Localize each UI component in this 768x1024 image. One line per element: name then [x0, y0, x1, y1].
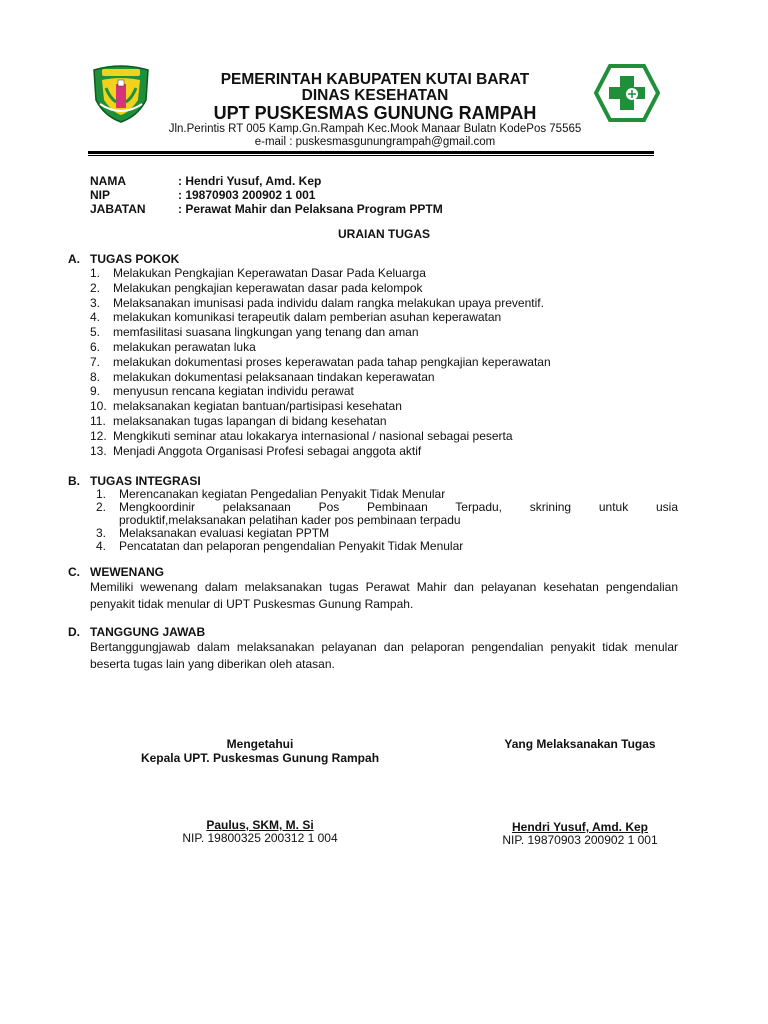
list-item-text: memfasilitasi suasana lingkungan yang tenang dan aman	[113, 325, 419, 340]
list-item: 3. Melaksanakan imunisasi pada individu dalam rangka melakukan upaya preventif.	[90, 295, 544, 310]
list-item: 9. menyusun rencana kegiatan individu perawat	[90, 384, 354, 399]
list-item-text: Mengkoordinir pelaksanaan Pos Pembinaan Terpadu, skrining untuk usia	[119, 500, 678, 514]
list-item: 10. melaksanakan kegiatan bantuan/partisipasi kesehatan	[90, 399, 402, 414]
signatory-name: Hendri Yusuf, Amd. Kep	[511, 820, 649, 834]
section-letter: D.	[68, 625, 80, 639]
list-item-text: Melakukan pengkajian keperawatan dasar pada kelompok	[113, 280, 423, 295]
section-letter: A.	[68, 252, 80, 266]
list-item: 12. Mengkikuti seminar atau lokakarya internasional / nasional sebagai peserta	[90, 428, 513, 443]
employee-value: : Hendri Yusuf, Amd. Kep	[178, 174, 322, 188]
employee-label: NIP	[90, 188, 111, 202]
section-a-heading	[68, 252, 179, 266]
list-item: 11. melaksanakan tugas lapangan di bidang kesehatan	[90, 413, 387, 428]
list-item: 1. Merencanakan kegiatan Pengedalian Penyakit Tidak Menular	[96, 487, 446, 501]
employee-value: : Perawat Mahir dan Pelaksana Program PPTM	[178, 202, 443, 216]
employee-row-name	[90, 174, 321, 188]
list-item: 8. melakukan dokumentasi pelaksanaan tindakan keperawatan	[90, 369, 435, 384]
list-item: 3. Melaksanakan evaluasi kegiatan PPTM	[96, 526, 330, 540]
list-item: 1. Melakukan Pengkajian Keperawatan Dasar Pada Keluarga	[90, 266, 426, 280]
header-divider-thick	[88, 151, 654, 154]
integration-duties-list	[96, 488, 678, 553]
section-title: TANGGUNG JAWAB	[90, 625, 206, 639]
list-item: 4. melakukan komunikasi terapeutik dalam pemberian asuhan keperawatan	[90, 310, 502, 325]
section-title: WEWENANG	[90, 565, 164, 579]
list-item: 4. Pencatatan dan pelaporan pengendalian Penyakit Tidak Menular	[96, 539, 464, 553]
section-letter: B.	[68, 474, 80, 488]
list-item-text: Merencanakan kegiatan Pengedalian Penyakit Tidak Menular	[119, 487, 446, 501]
responsibility-paragraph: Bertanggungjawab dalam melaksanakan pelayanan dan pelaporan pengendalian penyakit tidak menular beserta tugas lain yang diberikan oleh atasan.	[90, 640, 678, 671]
signature-right-executor: Yang Melaksanakan Tugas	[504, 737, 656, 751]
signature-left-position: Kepala UPT. Puskesmas Gunung Rampah	[140, 751, 380, 765]
list-item: 7. melakukan dokumentasi proses keperawatan pada tahap pengkajian keperawatan	[90, 354, 551, 369]
employee-row-position	[90, 202, 443, 216]
signature-right-name	[460, 820, 700, 834]
list-item-text: Melakukan Pengkajian Keperawatan Dasar Pada Keluarga	[113, 266, 426, 280]
list-item-text: melakukan perawatan luka	[113, 339, 256, 354]
list-item-text: Melaksanakan imunisasi pada individu dalam rangka melakukan upaya preventif.	[113, 295, 544, 310]
signature-right-nip: NIP. 19870903 200902 1 001	[502, 833, 658, 847]
list-item-text-continued: produktif,melaksanakan pelatihan kader pos pembinaan terpadu	[119, 513, 461, 527]
list-item-text: melakukan komunikasi terapeutik dalam pemberian asuhan keperawatan	[113, 310, 502, 325]
list-item: 6. melakukan perawatan luka	[90, 339, 256, 354]
list-item-text: melakukan dokumentasi proses keperawatan pada tahap pengkajian keperawatan	[113, 354, 551, 369]
health-cross-logo-icon	[594, 64, 660, 122]
letterhead-email: e-mail : puskesmasgunungrampah@gmail.com	[254, 136, 496, 148]
document-title: URAIAN TUGAS	[338, 227, 430, 241]
list-item-text: melaksanakan tugas lapangan di bidang kesehatan	[113, 413, 387, 428]
employee-value: : 19870903 200902 1 001	[178, 188, 316, 202]
section-d-heading	[68, 625, 205, 639]
signature-left-name	[110, 818, 410, 832]
section-title: TUGAS POKOK	[90, 252, 180, 266]
employee-row-nip	[90, 188, 315, 202]
employee-label: JABATAN	[90, 202, 146, 216]
list-item: 5. memfasilitasi suasana lingkungan yang tenang dan aman	[90, 325, 419, 340]
section-letter: C.	[68, 565, 80, 579]
letterhead-government: PEMERINTAH KABUPATEN KUTAI BARAT	[220, 71, 530, 88]
employee-label: NAMA	[90, 174, 126, 188]
list-item: 2. Melakukan pengkajian keperawatan dasar pada kelompok	[90, 280, 423, 295]
header-divider-thin	[88, 155, 654, 156]
letterhead-department: DINAS KESEHATAN	[301, 87, 449, 104]
main-duties-list	[90, 266, 690, 458]
list-item-text: menyusun rencana kegiatan individu perawat	[113, 384, 354, 399]
list-item: 13. Menjadi Anggota Organisasi Profesi sebagai anggota aktif	[90, 443, 422, 458]
signatory-name: Paulus, SKM, M. Si	[206, 818, 314, 832]
list-item-text: Menjadi Anggota Organisasi Profesi sebagai anggota aktif	[113, 443, 422, 458]
authority-paragraph: Memiliki wewenang dalam melaksanakan tugas Perawat Mahir dan pelayanan kesehatan pengendalian penyakit tidak menular di UPT Puskesmas Gunung Rampah.	[90, 580, 678, 611]
kutai-barat-emblem-icon	[88, 60, 154, 124]
signature-left-nip: NIP. 19800325 200312 1 004	[182, 831, 338, 845]
list-item-text: Melaksanakan evaluasi kegiatan PPTM	[119, 526, 330, 540]
list-item: 2. Mengkoordinir pelaksanaan Pos Pembinaan Terpadu, skrining untuk usia produktif,melaksanakan pelatihan kader pos pembinaan terpadu	[96, 500, 678, 527]
list-item-text: melaksanakan kegiatan bantuan/partisipasi kesehatan	[113, 399, 402, 414]
letterhead-address: Jln.Perintis RT 005 Kamp.Gn.Rampah Kec.Mook Manaar Bulatn KodePos 75565	[168, 123, 582, 135]
list-item-text: Pencatatan dan pelaporan pengendalian Penyakit Tidak Menular	[119, 539, 464, 553]
list-item-text: Mengkikuti seminar atau lokakarya internasional / nasional sebagai peserta	[113, 428, 513, 443]
section-b-heading	[68, 474, 201, 488]
section-title: TUGAS INTEGRASI	[90, 474, 201, 488]
list-item-text: melakukan dokumentasi pelaksanaan tindakan keperawatan	[113, 369, 435, 384]
section-c-heading	[68, 565, 164, 579]
signature-left-acknowledge: Mengetahui	[226, 737, 294, 751]
letterhead-institution: UPT PUSKESMAS GUNUNG RAMPAH	[213, 103, 537, 123]
